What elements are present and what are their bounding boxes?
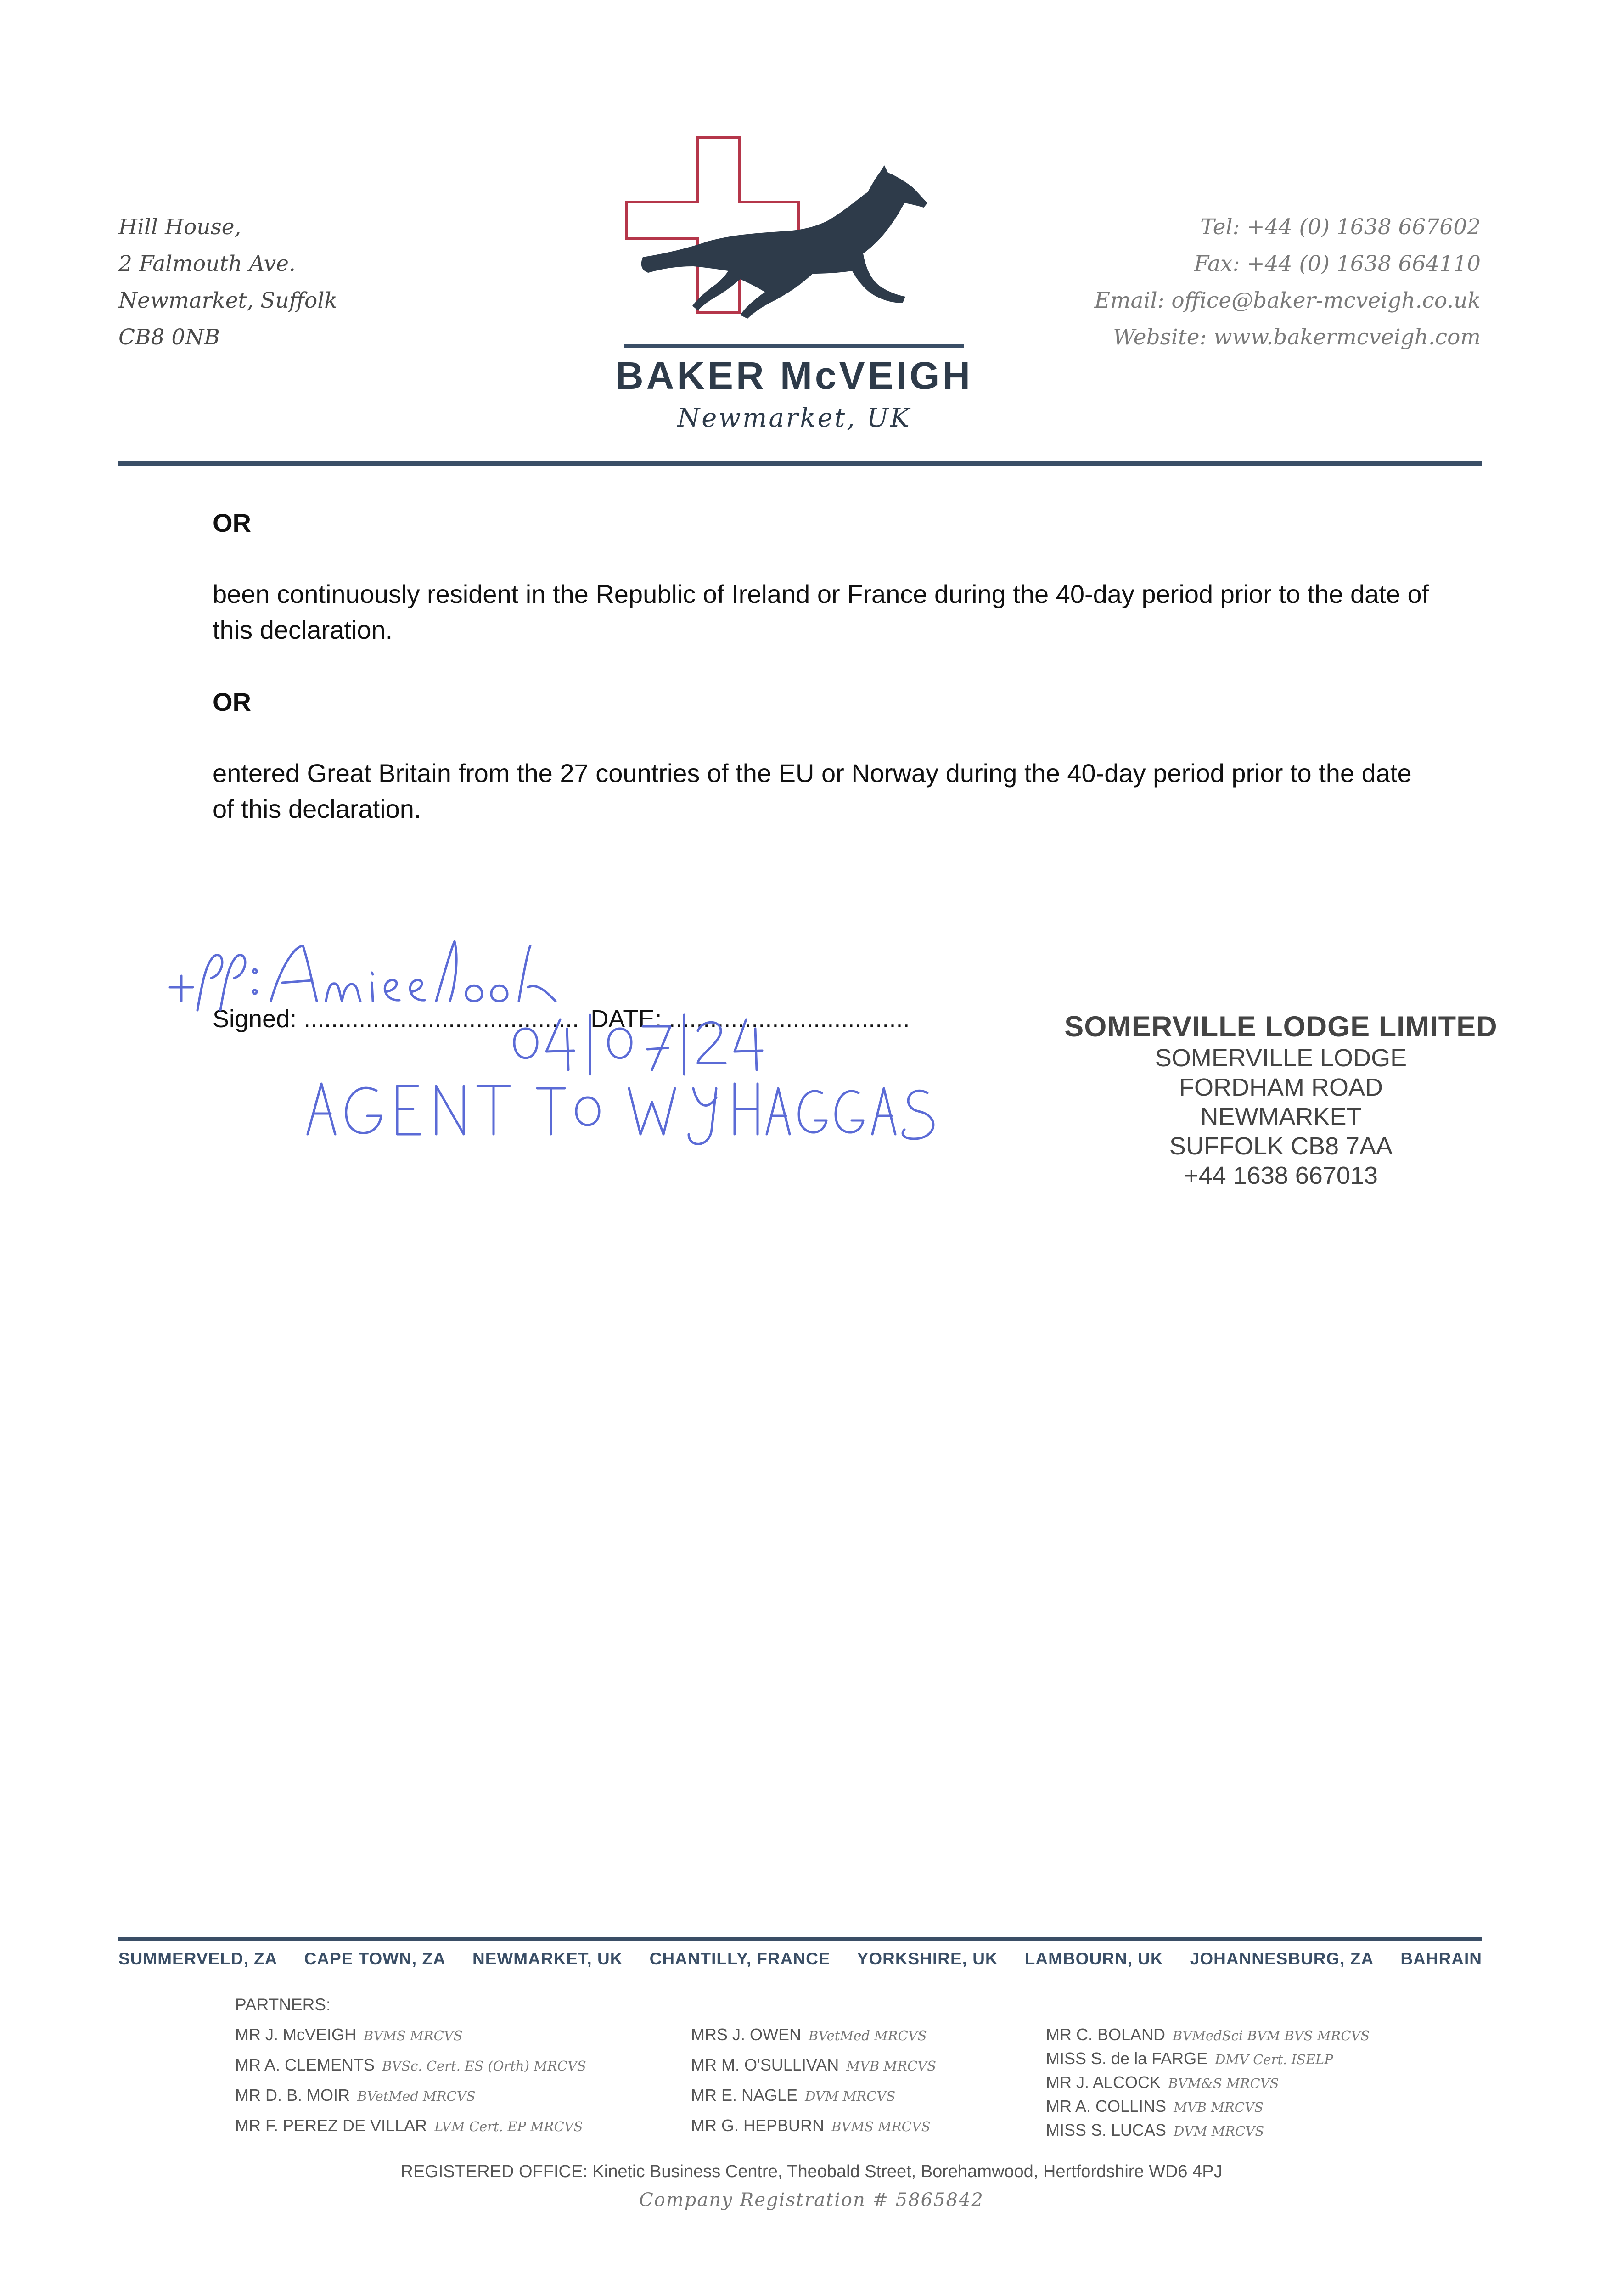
stamp-line: NEWMARKET <box>1200 1103 1362 1131</box>
partner-entry: MR M. O'SULLIVAN MVB MRCVS <box>691 2055 936 2074</box>
partner-entry: MR D. B. MOIR BVetMed MRCVS <box>235 2086 476 2105</box>
location-item: LAMBOURN, UK <box>1024 1949 1163 1968</box>
location-item: YORKSHIRE, UK <box>857 1949 998 1968</box>
partner-entry: MR G. HEPBURN BVMS MRCVS <box>691 2116 931 2135</box>
logo-rule <box>624 344 964 348</box>
website-line[interactable]: Website: www.bakermcveigh.com <box>1113 325 1481 350</box>
address-line: Hill House, <box>118 214 241 240</box>
partner-entry: MRS J. OWEN BVetMed MRCVS <box>691 2025 927 2044</box>
address-line: Newmarket, Suffolk <box>118 288 337 313</box>
footer-divider <box>118 1937 1482 1941</box>
address-line: 2 Falmouth Ave. <box>118 251 296 276</box>
or-heading: OR <box>213 508 251 537</box>
partner-entry: MISS S. LUCAS DVM MRCVS <box>1046 2121 1264 2139</box>
address-line: CB8 0NB <box>118 325 220 350</box>
location-item: SUMMERVELD, ZA <box>118 1949 278 1968</box>
signed-dots: ........................................ <box>303 1005 579 1033</box>
partners-column <box>1046 2025 1370 2144</box>
sender-address <box>118 209 337 356</box>
partner-entry: MR E. NAGLE DVM MRCVS <box>691 2086 896 2105</box>
baker-mcveigh-logo <box>624 133 964 349</box>
horse-icon <box>641 165 927 319</box>
location-item: NEWMARKET, UK <box>472 1949 623 1968</box>
brand-location: Newmarket, UK <box>677 403 911 433</box>
stamp-company-name: SOMERVILLE LODGE LIMITED <box>1064 1011 1498 1043</box>
stamp-line: FORDHAM ROAD <box>1179 1074 1383 1101</box>
contact-details <box>1095 209 1481 356</box>
partner-entry: MR J. McVEIGH BVMS MRCVS <box>235 2025 463 2044</box>
email-line[interactable]: Email: office@baker-mcveigh.co.uk <box>1094 288 1481 313</box>
company-registration: Company Registration # 5865842 <box>639 2189 984 2211</box>
stamp-phone: +44 1638 667013 <box>1184 1162 1378 1189</box>
declaration-paragraph: been continuously resident in the Republic of Ireland or France during the 40-day period prior to the date of this declaration. <box>213 580 1429 644</box>
declaration-paragraph: entered Great Britain from the 27 countries of the EU or Norway during the 40-day period prior to the date of this declaration. <box>213 759 1412 823</box>
partners-column <box>235 2025 586 2146</box>
location-item: CAPE TOWN, ZA <box>304 1949 446 1968</box>
location-item: CHANTILLY, FRANCE <box>649 1949 831 1968</box>
handwritten-signature <box>161 932 987 1153</box>
or-heading: OR <box>213 687 251 716</box>
registered-office: REGISTERED OFFICE: Kinetic Business Centre, Theobald Street, Borehamwood, Hertfordshire WD6 4PJ <box>400 2162 1223 2181</box>
partner-entry: MISS S. de la FARGE DMV Cert. ISELP <box>1046 2049 1333 2068</box>
partner-entry: MR A. COLLINS MVB MRCVS <box>1046 2097 1264 2116</box>
stamp-line: SOMERVILLE LODGE <box>1155 1044 1407 1072</box>
partners-column <box>691 2025 936 2146</box>
date-dots: ................................... <box>668 1005 910 1033</box>
fax-line: Fax: +44 (0) 1638 664110 <box>1194 251 1481 276</box>
phone-line: Tel: +44 (0) 1638 667602 <box>1200 214 1481 240</box>
location-item: JOHANNESBURG, ZA <box>1190 1949 1374 1968</box>
office-locations <box>118 1949 1482 1969</box>
partners-label: PARTNERS: <box>235 1995 331 2014</box>
header-divider <box>118 461 1482 466</box>
signed-label: Signed: <box>213 1005 297 1033</box>
date-label: DATE: <box>590 1005 662 1033</box>
stamp-line: SUFFOLK CB8 7AA <box>1169 1132 1393 1160</box>
location-item: BAHRAIN <box>1400 1949 1482 1968</box>
brand-name: BAKER McVEIGH <box>615 354 973 397</box>
partner-entry: MR A. CLEMENTS BVSc. Cert. ES (Orth) MRCVS <box>235 2055 586 2074</box>
partner-entry: MR J. ALCOCK BVM&S MRCVS <box>1046 2073 1279 2092</box>
partner-entry: MR F. PEREZ DE VILLAR LVM Cert. EP MRCVS <box>235 2116 583 2135</box>
company-stamp <box>1056 1010 1506 1190</box>
partner-entry: MR C. BOLAND BVMedSci BVM BVS MRCVS <box>1046 2025 1370 2044</box>
